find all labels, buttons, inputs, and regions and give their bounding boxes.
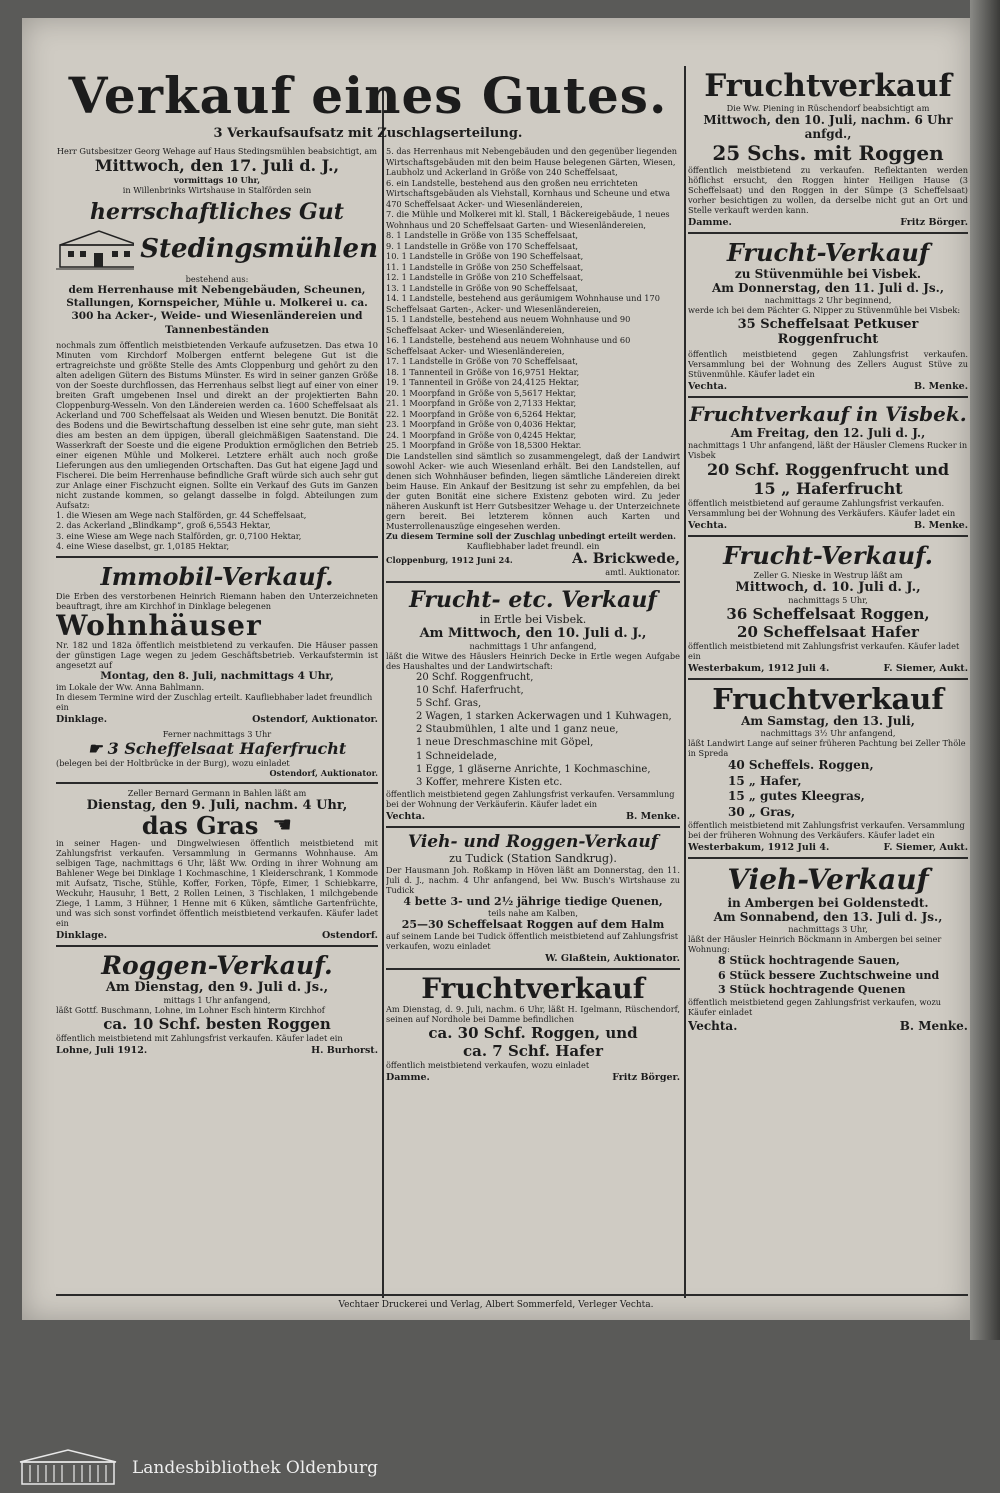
- sig-name: B. Menke.: [913, 519, 968, 531]
- gut-ad: [56, 146, 378, 552]
- divider: [688, 857, 968, 859]
- frucht-etc-time: nachmittags 1 Uhr anfangend,: [469, 640, 597, 651]
- vieh-roggen-body2: auf seinem Lande bei Tudick öffentlich meistbietend auf Zahlungsfrist verkaufen, wozu einladet: [386, 931, 679, 952]
- sig-place: Damme.: [688, 216, 732, 228]
- sig-place: Westerbakum, 1912 Juli 4.: [688, 842, 830, 854]
- gras-date: Dienstag, den 9. Juli, nachm. 4 Uhr,: [86, 798, 348, 814]
- gras-ad: [56, 788, 378, 941]
- gut-sig-title: amtl. Auktionator.: [605, 566, 680, 577]
- frucht-etc-body: läßt die Witwe des Häuslers Heinrich Decke in Ertle wegen Aufgabe des Haushaltes und der Landwirtschaft:: [386, 650, 680, 671]
- sig-place: Dinklage.: [56, 714, 108, 726]
- vieh-verkauf-title: Vieh-Verkauf: [727, 863, 929, 897]
- sig-name: H. Burhorst.: [311, 1045, 378, 1057]
- sig-name: B. Menke.: [899, 1019, 968, 1034]
- fv5-title: Fruchtverkauf: [712, 681, 944, 716]
- frucht-etc-items: [386, 671, 680, 790]
- list-item: 1. die Wiesen am Wege nach Stalförden, gr. 44 Scheffelsaat,: [56, 509, 307, 520]
- list-item: 16. 1 Landstelle, bestehend aus neuem Wohnhause und 60 Scheffelsaat Acker- und Wiesenländereien,: [386, 335, 631, 356]
- fv4-ad: [688, 541, 968, 674]
- fv4-title: Frucht-Verkauf.: [723, 540, 933, 570]
- immobil-ad: [56, 562, 378, 778]
- fv4-body: öffentlich meistbietend mit Zahlungsfrist verkaufen. Käufer ladet ein: [688, 640, 960, 661]
- vieh-roggen-big: 4 bette 3- und 2½ jährige tiedige Quenen,: [403, 895, 663, 909]
- vieh-verkauf-signature: [688, 1019, 968, 1033]
- list-item: 13. 1 Landstelle in Größe von 90 Scheffelsaat,: [386, 282, 578, 293]
- fv2-body: werde ich bei dem Pächter G. Nipper zu Stüvenmühle bei Visbek:: [688, 304, 961, 315]
- sig-name: Ostendorf.: [321, 930, 378, 942]
- vieh-verkauf-body: läßt der Häusler Heinrich Böckmann in Ambergen bei seiner Wohnung:: [688, 934, 942, 955]
- list-item: 1 neue Dreschmaschine mit Göpel,: [416, 737, 594, 749]
- list-item: 19. 1 Tannenteil in Größe von 24,4125 Hektar,: [386, 377, 580, 387]
- sig-place: Vechta.: [386, 811, 426, 823]
- roggen-title: Roggen-Verkauf.: [101, 951, 333, 981]
- list-item: 24. 1 Moorpfand in Größe von 0,4245 Hektar,: [386, 429, 577, 440]
- fv2-ad: [688, 238, 968, 392]
- roggen-body2: öffentlich meistbietend mit Zahlungsfrist verkaufen. Käufer ladet ein: [56, 1033, 343, 1044]
- fv5-body2: öffentlich meistbietend mit Zahlungsfrist verkaufen. Versammlung bei der früheren Wohnung des Verkäufers. Käufer ladet ein: [688, 820, 965, 841]
- fv1-date: Mittwoch, den 10. Juli, nachm. 6 Uhr anfgd.,: [703, 112, 953, 141]
- immobil-date: Montag, den 8. Juli, nachmittags 4 Uhr,: [100, 670, 334, 683]
- gut-body: nochmals zum öffentlich meistbietenden Verkaufe aufzusetzen. Das etwa 10 Minuten vom Kirchdorf Molbergen entfernt belegene Gut ist die ertragreichste und größte Stelle des Amts Cloppenburg und gehört zu den alten adeligen Gütern des Bistums Münster. Es wird in seiner ganzen Größe von der Soeste durchflossen, das Herrenhaus selbst liegt auf einer von einer breiten Graft umgebenen Insel und direkt an der projektierten Bahn Cloppenburg-Wesseln. Von den Ländereien werden ca. 1600 Scheffelsaat als Ackerland und 700 Scheffelsaat als Weiden und Wiesen benutzt. Die Bonität des Bodens und die Bewirtschaftung desselben ist eine sehr gute, man sieht dies am besten an dem üppigen, überall gleichmäßigen Saatenstand. Die Wasserkraft der Soeste und die eigene Produktion ermöglichen den Betrieb einer eigenen Mühle und Molkerei. Letztere erhält auch noch große Lieferungen aus den umliegenden Ortschaften. Das Gut hat eigene Jagd und Fischerei. Die beim Herrenhause befindliche Graft würde sich auch sehr gut zur Anlage einer Fischzucht eignen. Sollte ein Verkauf des Guts im Ganzen nicht zustande kommen, so gelangt dasselbe in folgd. Abteilungen zum Aufsatz:: [56, 339, 378, 510]
- immobil-hafer-sig: Ostendorf, Auktionator.: [269, 768, 378, 779]
- sig-place: Lohne, Juli 1912.: [56, 1045, 148, 1057]
- immobil-hafer-loc: (belegen bei der Holtbrücke in der Burg), wozu einladet: [56, 758, 290, 769]
- fruchtverkauf-body: Am Dienstag, d. 9. Juli, nachm. 6 Uhr, läßt H. Igelmann, Rüschendorf, seinen auf Nordhole bei Damme befindlichen: [386, 1003, 680, 1024]
- gut-sig-name: A. Brickwede,: [572, 550, 680, 567]
- list-item: 20 Schf. Roggenfrucht,: [416, 671, 534, 683]
- sig-name: F. Siemer, Aukt.: [883, 662, 968, 674]
- fv5-ad: [688, 681, 968, 854]
- list-item: 3 Koffer, mehrere Kisten etc.: [416, 777, 563, 788]
- middle-column: [386, 146, 680, 1298]
- fv3-big2: 15 „ Haferfrucht: [753, 478, 903, 498]
- fv2-title: Frucht-Verkauf: [726, 237, 930, 267]
- fv4-time: nachmittags 5 Uhr,: [788, 594, 868, 605]
- gut-place: in Willenbrinks Wirtshause in Stalförden sein: [122, 185, 312, 196]
- sig-place: Dinklage.: [56, 930, 108, 942]
- list-item: 8. 1 Landstelle in Größe von 135 Scheffelsaat,: [386, 230, 578, 240]
- fv1-ad: [688, 70, 968, 228]
- page-edge: [970, 0, 1000, 1340]
- sig-name: B. Menke.: [913, 380, 968, 392]
- list-item: 4. eine Wiese daselbst, gr. 1,0185 Hektar,: [56, 541, 230, 552]
- fv2-date: Am Donnerstag, den 11. Juli d. Js.,: [711, 280, 945, 295]
- roggen-body: läßt Gottf. Buschmann, Lohne, im Lohner Esch hinterm Kirchhof: [56, 1005, 325, 1016]
- list-item: 3 Stück hochtragende Quenen: [718, 982, 906, 996]
- vieh-roggen-ad: [386, 832, 680, 964]
- frucht-etc-ad: [386, 587, 680, 823]
- fruchtverkauf-ad: [386, 974, 680, 1082]
- fv1-title: Fruchtverkauf: [704, 70, 952, 104]
- fv3-title: Fruchtverkauf in Visbek.: [689, 401, 967, 426]
- list-item: 21. 1 Moorpfand in Größe von 2,7133 Hektar,: [386, 398, 577, 408]
- list-item: 15. 1 Landstelle, bestehend aus neuem Wohnhause und 90 Scheffelsaat Acker- und Wiesenländereien,: [386, 314, 631, 335]
- fv2-signature: [688, 381, 968, 392]
- divider: [56, 945, 378, 947]
- pointing-hand-icon: ☚: [272, 813, 293, 839]
- left-column: [56, 146, 378, 1298]
- fruchtverkauf-title: Fruchtverkauf: [421, 972, 645, 1006]
- roggen-big: ca. 10 Schf. besten Roggen: [103, 1015, 331, 1034]
- fruchtverkauf-big1: ca. 30 Schf. Roggen, und: [428, 1023, 638, 1042]
- gut-desc: dem Herrenhause mit Nebengebäuden, Scheunen, Stallungen, Kornspeicher, Mühle u. Molkerei u. ca. 300 ha Acker-, Weide- und Wiesenländereien und Tannenbeständen: [66, 284, 368, 336]
- list-item: 12. 1 Landstelle in Größe von 210 Scheffelsaat,: [386, 272, 584, 282]
- immobil-big: Wohnhäuser: [56, 608, 262, 642]
- vieh-roggen-body: Der Hausmann Joh. Roßkamp in Höven läßt am Donnerstag, den 11. Juli d. J., nachm. 4 Uhr anfangend, bei Ww. Busch's Wirtshause zu Tudick: [386, 865, 680, 896]
- divider: [56, 1294, 968, 1296]
- fv1-signature: [688, 217, 968, 228]
- pointing-hand-icon: ☛: [87, 739, 108, 759]
- list-item: 15 „ gutes Kleegras,: [728, 789, 865, 804]
- sig-name: Fritz Börger.: [612, 1071, 680, 1083]
- fruchtverkauf-big2: ca. 7 Schf. Hafer: [463, 1041, 603, 1060]
- fv3-big1: 20 Schf. Roggenfrucht und: [706, 459, 950, 479]
- gut-list-bold: Zu diesem Termine soll der Zuschlag unbedingt erteilt werden.: [386, 530, 676, 541]
- sig-name: B. Menke.: [625, 811, 680, 823]
- divider: [688, 678, 968, 680]
- newspaper-page: [22, 18, 970, 1320]
- frucht-etc-title: Frucht- etc. Verkauf: [409, 586, 657, 613]
- fv5-signature: [688, 842, 968, 853]
- fruchtverkauf-signature: [386, 1072, 680, 1083]
- immobil-signature: [56, 714, 378, 725]
- gras-big: das Gras: [141, 811, 259, 841]
- divider: [688, 535, 968, 537]
- divider: [386, 826, 680, 828]
- list-item: 5. das Herrenhaus mit Nebengebäuden und den gegenüber liegenden Wirtschaftsgebäuden mit den beim Hause belegenen Gärten, Wiesen, Laubholz und Ackerland in Größe von 240 Scheffelsaat,: [386, 146, 678, 177]
- list-item: 11. 1 Landstelle in Größe von 250 Scheffelsaat,: [386, 261, 584, 272]
- list-item: 7. die Mühle und Molkerei mit kl. Stall, 1 Bäckereigebäude, 1 neues Wohnhaus und 20 Scheffelsaat Garten- und Wiesenländereien,: [386, 209, 670, 230]
- fv4-intro: Zeller G. Nieske in Westrup läßt am: [753, 569, 903, 580]
- gras-body: in seiner Hagen- und Dingwelwiesen öffentlich meistbietend mit Zahlungsfrist verkaufen. Versammlung in Germanns Wohnhause. Am selbigen Tage, nachmittags 6 Uhr, läßt Ww. Ording in ihrer Wohnung am Bahlener Wege bei Dinklage 1 Kochmaschine, 1 Kleiderschrank, 1 Kommode mit Aufsatz, Tische, Stühle, Koffer, Forken, Töpfe, Eimer, 1 Schiebkarre, Weckuhr, Hausuhr, 1 Bett, 2 Rollen Leinen, 3 Tischlaken, 1 milchgebende Ziege, 1 Lamm, 3 Hühner, 1 Henne mit 6 Küken, sämtliche Gartenfrüchte, und was sich sonst vorfindet öffentlich meistbietend verkaufen. Käufer ladet ein: [56, 838, 378, 929]
- list-item: 23. 1 Moorpfand in Größe von 0,4036 Hektar,: [386, 419, 577, 429]
- gut-big2: Stedingsmühlen: [140, 234, 378, 265]
- fv2-big: 35 Scheffelsaat Petkuser Roggenfrucht: [737, 316, 919, 347]
- vieh-verkauf-ad: [688, 863, 968, 1033]
- list-item: 22. 1 Moorpfand in Größe von 6,5264 Hektar,: [386, 408, 577, 419]
- vieh-roggen-signature: [386, 953, 680, 964]
- fv1-big: 25 Schs. mit Roggen: [712, 140, 944, 165]
- sig-place: Vechta.: [688, 519, 728, 531]
- gut-intro: Herr Gutsbesitzer Georg Wehage auf Haus Stedingsmühlen beabsichtigt, am: [56, 146, 378, 156]
- gras-signature: [56, 930, 378, 941]
- gut-subtitle: 3 Verkaufsaufsatz mit Zuschlagserteilung.: [213, 126, 523, 141]
- sig-place: Westerbakum, 1912 Juli 4.: [688, 662, 830, 674]
- list-item: 10. 1 Landstelle in Größe von 190 Scheffelsaat,: [386, 251, 584, 261]
- list-item: 17. 1 Landstelle in Größe von 70 Scheffelsaat,: [386, 356, 578, 366]
- gut-list-body: Die Landstellen sind sämtlich so zusammengelegt, daß der Landwirt sowohl Acker- wie auch Wiesenland erhält. Bei den Landstellen, auf denen sich Wohnhäuser befinden, liegen sämtliche Ländereien direkt beim Hause. Ein Ankauf der Besitzung ist sehr zu empfehlen, da bei der guten Bonität eine sichere Existenz geboten wird. Zu jeder näheren Auskunft ist Herr Gutsbesitzer Wehage u. der Unterzeichnete gern bereit. Bei letzterem können auch Karten und Musterrollenauszüge eingesehen werden.: [386, 450, 680, 531]
- list-item: 2 Wagen, 1 starken Ackerwagen und 1 Kuhwagen,: [416, 711, 672, 723]
- frucht-etc-signature: [386, 811, 680, 822]
- fv2-place: zu Stüvenmühle bei Visbek.: [734, 266, 922, 281]
- vieh-verkauf-place: in Ambergen bei Goldenstedt.: [727, 896, 929, 911]
- list-item: 14. 1 Landstelle, bestehend aus geräumigem Wohnhause und 170 Scheffelsaat Garten-, Acker- und Wiesenländereien,: [386, 293, 660, 314]
- list-item: 10 Schf. Haferfrucht,: [416, 684, 524, 696]
- vieh-roggen-small: teils nahe am Kalben,: [488, 908, 578, 919]
- fv4-big2: 20 Scheffelsaat Hafer: [737, 622, 919, 641]
- divider: [688, 232, 968, 234]
- fv4-date: Mittwoch, d. 10. Juli d. J.,: [735, 579, 921, 595]
- immobil-title: Immobil-Verkauf.: [100, 561, 334, 591]
- roggen-date: Am Dienstag, den 9. Juli d. Js.,: [105, 980, 329, 996]
- library-name: Landesbibliothek Oldenburg: [132, 1458, 379, 1478]
- vieh-roggen-big2: 25—30 Scheffelsaat Roggen auf dem Halm: [401, 918, 665, 932]
- list-item: 30 „ Gras,: [728, 804, 796, 819]
- roggen-time: mittags 1 Uhr anfangend,: [163, 995, 271, 1006]
- column-rule-right: [684, 66, 686, 1298]
- sig-name: W. Glaßtein, Auktionator.: [545, 953, 680, 965]
- sig-place: Vechta.: [688, 1019, 738, 1034]
- fv4-big1: 36 Scheffelsaat Roggen,: [726, 604, 930, 623]
- gut-date: Mittwoch, den 17. Juli d. J.,: [94, 156, 340, 175]
- right-column: [688, 70, 968, 1298]
- list-item: 6 Stück bessere Zuchtschweine und: [718, 968, 940, 982]
- fv5-items: [688, 758, 968, 820]
- list-item: 9. 1 Landstelle in Größe von 170 Scheffelsaat,: [386, 240, 578, 251]
- divider: [56, 556, 378, 558]
- divider: [56, 782, 378, 784]
- column-rule-left: [382, 88, 384, 1298]
- divider: [386, 968, 680, 970]
- printer-imprint: Vechtaer Druckerei und Verlag, Albert Sommerfeld, Verleger Vechta.: [338, 1300, 654, 1310]
- sig-name: F. Siemer, Aukt.: [883, 842, 968, 854]
- sig-place: Damme.: [386, 1071, 430, 1083]
- fv3-signature: [688, 520, 968, 531]
- list-item: 2 Staubmühlen, 1 alte und 1 ganz neue,: [416, 724, 619, 736]
- sig-name: Fritz Börger.: [900, 216, 968, 228]
- list-item: 6. ein Landstelle, bestehend aus den großen neu errichteten Wirtschaftsgebäuden als Viehstall, Kornhaus und Scheune und etwa 470 Scheffelsaat Acker- und Wiesenländereien,: [386, 177, 670, 209]
- list-item: 20. 1 Moorpfand in Größe von 5,5617 Hektar,: [386, 387, 577, 398]
- gut-consisting: bestehend aus:: [185, 274, 249, 285]
- immobil-ferner: Ferner nachmittags 3 Uhr: [162, 729, 272, 740]
- fruchtverkauf-body2: öffentlich meistbietend verkaufen, wozu einladet: [386, 1059, 590, 1070]
- list-item: 40 Scheffels. Roggen,: [728, 757, 874, 772]
- fv3-body: nachmittags 1 Uhr anfangend, läßt der Häusler Clemens Rucker in Visbek: [688, 439, 968, 460]
- fv4-signature: [688, 663, 968, 674]
- sig-place: Vechta.: [688, 380, 728, 392]
- gut-sections: [386, 146, 680, 451]
- fv1-intro: Die Ww. Piening in Rüschendorf beabsichtigt am: [726, 102, 930, 113]
- immobil-hafer: ☛ 3 Scheffelsaat Haferfrucht: [87, 739, 347, 759]
- manor-house-icon: [56, 227, 134, 271]
- list-item: 5 Schf. Gras,: [416, 697, 482, 709]
- gut-time: vormittags 10 Uhr,: [173, 175, 261, 186]
- list-item: 15 „ Hafer,: [728, 773, 802, 788]
- fv1-body: öffentlich meistbietend zu verkaufen. Reflektanten werden höflichst ersucht, den Roggen hinter Heiligen Hause (3 Scheffelsaat) und den Roggen in der Sümpe (3 Scheffelsaat) vorher besichtigen zu wollen, da derselbe nicht gut an Ort und Stelle verkauft werden kann.: [688, 164, 968, 215]
- library-building-icon: [18, 1448, 118, 1486]
- immobil-body2: In diesem Termine wird der Zuschlag erteilt. Kaufliebhaber ladet freundlich ein: [56, 692, 373, 713]
- immobil-intro: Die Erben des verstorbenen Heinrich Riemann haben den Unterzeichneten beauftragt, ihre am Kirchhof in Dinklage belegenen: [56, 590, 378, 611]
- fv5-date: Am Samstag, den 13. Juli,: [741, 713, 915, 728]
- gut-sig-place: Cloppenburg, 1912 Juni 24.: [386, 554, 513, 565]
- list-item: 2. das Ackerland „Blindkamp“, groß 6,5543 Hektar,: [56, 520, 271, 531]
- frucht-etc-date: Am Mittwoch, den 10. Juli d. J.,: [419, 625, 647, 641]
- roggen-ad: [56, 951, 378, 1056]
- sig-name: Ostendorf, Auktionator.: [252, 714, 378, 726]
- immobil-place: im Lokale der Ww. Anna Bahlmann.: [56, 682, 205, 693]
- gut-list-invite: Kaufliebhaber ladet freundl. ein: [466, 540, 600, 551]
- list-item: 25. 1 Moorpfand in Größe von 18,5300 Hektar.: [386, 440, 582, 450]
- frucht-etc-place: in Ertle bei Visbek.: [479, 612, 587, 626]
- list-item: 18. 1 Tannenteil in Größe von 16,9751 Hektar,: [386, 366, 580, 377]
- list-item: 3. eine Wiese am Wege nach Stalförden, gr. 0,7100 Hektar,: [56, 530, 302, 541]
- frucht-etc-body2: öffentlich meistbietend gegen Zahlungsfrist verkaufen. Versammlung bei der Wohnung der Verkäuferin. Käufer ladet ein: [386, 789, 675, 810]
- fv2-body2: öffentlich meistbietend gegen Zahlungsfrist verkaufen. Versammlung bei der Wohnung des Zellers August Stüve zu Stüvenmühle. Käufer ladet ein: [688, 348, 968, 379]
- gut-big1: herrschaftliches Gut: [90, 199, 344, 226]
- vieh-verkauf-time: nachmittags 3 Uhr,: [788, 924, 868, 935]
- vieh-roggen-place: zu Tudick (Station Sandkrug).: [449, 852, 617, 866]
- gut-title: Verkauf eines Gutes.: [68, 66, 668, 125]
- fv2-time: nachmittags 2 Uhr beginnend,: [764, 294, 892, 305]
- divider: [386, 581, 680, 583]
- vieh-roggen-title: Vieh- und Roggen-Verkauf: [407, 832, 659, 853]
- roggen-signature: [56, 1045, 378, 1056]
- fv5-body: läßt Landwirt Lange auf seiner früheren Pachtung bei Zeller Thöle in Spreda: [688, 737, 966, 758]
- fv3-ad: [688, 402, 968, 531]
- fv5-time: nachmittags 3½ Uhr anfangend,: [760, 727, 896, 738]
- vieh-verkauf-items: [688, 954, 968, 997]
- list-item: 8 Stück hochtragende Sauen,: [718, 954, 900, 968]
- list-item: 1 Schneidelade,: [416, 750, 497, 762]
- immobil-body: Nr. 182 und 182a öffentlich meistbietend zu verkaufen. Die Häuser passen der günstigen Lage wegen zu jedem Geschäftsbetrieb. Verkaufstermin ist angesetzt auf: [56, 640, 378, 671]
- gut-items: [56, 510, 378, 552]
- vieh-verkauf-date: Am Sonnabend, den 13. Juli d. Js.,: [713, 910, 943, 925]
- vieh-verkauf-body2: öffentlich meistbietend gegen Zahlungsfrist verkaufen, wozu Käufer einladet: [688, 997, 942, 1018]
- list-item: 1 Egge, 1 gläserne Anrichte, 1 Kochmaschine,: [416, 763, 651, 775]
- gras-intro: Zeller Bernard Germann in Bahlen läßt am: [127, 788, 307, 799]
- fv3-date: Am Freitag, den 12. Juli d. J.,: [730, 425, 926, 440]
- divider: [688, 396, 968, 398]
- fv3-body2: öffentlich meistbietend auf geraume Zahlungsfrist verkaufen. Versammlung bei der Wohnung des Verkäufers. Käufer ladet ein: [688, 497, 956, 518]
